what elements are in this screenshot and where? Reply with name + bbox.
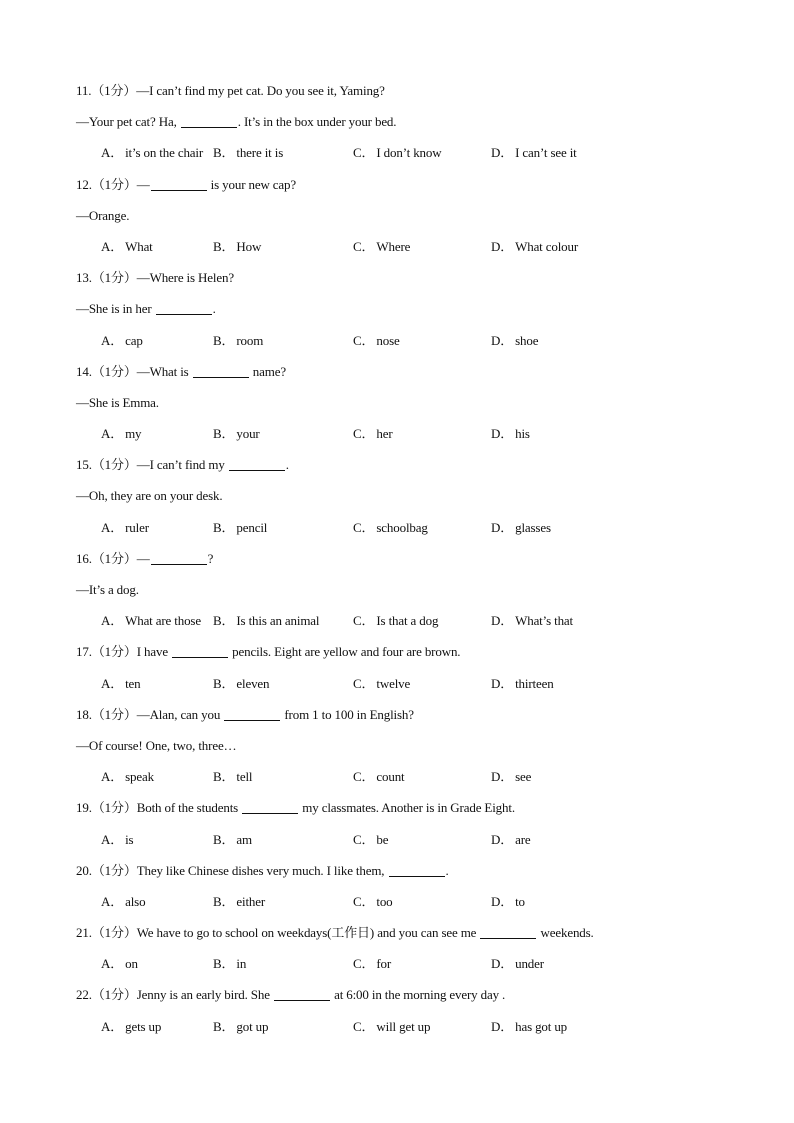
option-letter: A．: [101, 238, 124, 254]
option-letter: A．: [101, 956, 124, 972]
question-number: 21.: [76, 925, 92, 941]
question-number: 22.: [76, 987, 92, 1003]
answer-blank[interactable]: [151, 550, 207, 565]
question-score: （1分）: [91, 644, 137, 660]
option-c[interactable]: [353, 891, 393, 913]
question-dialogue-line: [76, 485, 736, 516]
question-number: 15.: [76, 457, 92, 473]
question-text: —Where is Helen?: [136, 270, 234, 286]
option-text: will get up: [376, 1018, 431, 1034]
option-letter: C．: [353, 675, 375, 691]
option-text: ruler: [125, 519, 149, 535]
question-stem: [76, 922, 736, 953]
question-score: （1分）: [91, 706, 137, 722]
question-text: —: [136, 176, 150, 192]
option-letter: A．: [101, 145, 124, 161]
question-stem: [76, 704, 736, 735]
option-b[interactable]: [213, 142, 283, 164]
question-score: （1分）: [91, 925, 137, 941]
question-text: at 6:00 in the morning every day .: [330, 987, 506, 1003]
question-text: —What is: [136, 363, 192, 379]
question-number: 19.: [76, 800, 92, 816]
question-dialogue-line: [76, 205, 736, 236]
option-b[interactable]: [213, 330, 263, 352]
answer-options: [76, 330, 736, 361]
option-b[interactable]: [213, 829, 252, 851]
option-letter: D．: [491, 956, 514, 972]
option-a[interactable]: [101, 330, 143, 352]
question-text: Jenny is an early bird. She: [136, 987, 273, 1003]
question-19: [76, 797, 736, 859]
option-text: tell: [236, 769, 253, 785]
question-text: —Orange.: [76, 207, 130, 223]
option-text: gets up: [125, 1018, 162, 1034]
option-b[interactable]: [213, 236, 261, 258]
question-text: —Of course! One, two, three…: [76, 737, 237, 753]
question-dialogue-line: [76, 298, 736, 329]
option-text: Where: [376, 238, 411, 254]
option-letter: C．: [353, 145, 375, 161]
answer-options: [76, 953, 736, 984]
question-20: [76, 860, 736, 922]
question-score: （1分）: [91, 363, 137, 379]
option-b[interactable]: [213, 423, 260, 445]
question-number: 13.: [76, 270, 92, 286]
question-text: is your new cap?: [207, 176, 296, 192]
question-stem: [76, 80, 736, 111]
option-letter: C．: [353, 831, 375, 847]
option-c[interactable]: [353, 423, 393, 445]
question-text: .: [285, 457, 289, 473]
option-text: there it is: [236, 145, 284, 161]
option-c[interactable]: [353, 673, 410, 695]
option-letter: B．: [213, 613, 235, 629]
option-b[interactable]: [213, 610, 319, 632]
option-text: I can’t see it: [515, 145, 577, 161]
question-16: [76, 548, 736, 642]
option-letter: D．: [491, 145, 514, 161]
option-text: room: [236, 332, 264, 348]
question-text: —Oh, they are on your desk.: [76, 488, 223, 504]
option-c[interactable]: [353, 330, 400, 352]
question-stem: [76, 548, 736, 579]
question-text: .: [212, 301, 216, 317]
option-text: for: [376, 956, 392, 972]
answer-blank[interactable]: [274, 986, 330, 1001]
option-d[interactable]: [491, 236, 578, 258]
question-dialogue-line: [76, 392, 736, 423]
question-text: We have to go to school on weekdays(工作日) and you can see me: [136, 925, 480, 941]
question-15: [76, 454, 736, 548]
option-d[interactable]: [491, 1016, 567, 1038]
option-c[interactable]: [353, 517, 428, 539]
question-stem: [76, 267, 736, 298]
option-a[interactable]: [101, 236, 153, 258]
option-text: under: [515, 956, 544, 972]
question-21: [76, 922, 736, 984]
option-text: glasses: [515, 519, 551, 535]
option-text: speak: [125, 769, 154, 785]
question-12: [76, 174, 736, 268]
question-text: —I can’t find my pet cat. Do you see it, Yaming?: [136, 83, 385, 98]
option-letter: D．: [491, 332, 514, 348]
option-c[interactable]: [353, 236, 410, 258]
option-text: see: [515, 769, 532, 785]
answer-blank[interactable]: [229, 456, 285, 471]
question-stem: [76, 174, 736, 205]
option-letter: B．: [213, 893, 235, 909]
option-text: cap: [125, 332, 143, 348]
option-b[interactable]: [213, 766, 252, 788]
question-score: （1分）: [91, 270, 137, 286]
option-text: thirteen: [515, 675, 554, 691]
question-text: .: [445, 862, 449, 878]
option-letter: A．: [101, 675, 124, 691]
option-letter: B．: [213, 956, 235, 972]
option-text: shoe: [515, 332, 539, 348]
option-b[interactable]: [213, 953, 246, 975]
option-a[interactable]: [101, 1016, 161, 1038]
option-letter: B．: [213, 769, 235, 785]
option-d[interactable]: [491, 673, 554, 695]
option-b[interactable]: [213, 891, 265, 913]
option-a[interactable]: [101, 142, 203, 164]
option-a[interactable]: [101, 829, 133, 851]
option-a[interactable]: [101, 610, 201, 632]
question-number: 17.: [76, 644, 92, 660]
question-text: —She is in her: [76, 301, 155, 317]
option-text: her: [376, 426, 393, 442]
question-stem: [76, 797, 736, 828]
answer-blank[interactable]: [224, 706, 280, 721]
option-text: twelve: [376, 675, 411, 691]
option-letter: B．: [213, 145, 235, 161]
question-text: . It’s in the box under your bed.: [237, 114, 397, 130]
question-17: [76, 641, 736, 703]
question-text: my classmates. Another is in Grade Eight.: [299, 800, 515, 816]
answer-options: [76, 891, 736, 922]
option-letter: D．: [491, 893, 514, 909]
option-letter: D．: [491, 426, 514, 442]
option-a[interactable]: [101, 766, 154, 788]
question-text: They like Chinese dishes very much. I like them,: [136, 862, 388, 878]
option-letter: C．: [353, 1018, 375, 1034]
option-text: to: [515, 893, 525, 909]
option-letter: D．: [491, 613, 514, 629]
question-22: [76, 984, 736, 1046]
question-number: 14.: [76, 363, 92, 379]
question-text: from 1 to 100 in English?: [281, 706, 414, 722]
option-text: my: [125, 426, 142, 442]
option-letter: A．: [101, 519, 124, 535]
option-b[interactable]: [213, 517, 267, 539]
question-11: [76, 80, 736, 174]
question-text: Both of the students: [136, 800, 242, 816]
option-b[interactable]: [213, 1016, 268, 1038]
option-d[interactable]: [491, 766, 531, 788]
question-text: I have: [136, 644, 172, 660]
option-text: What colour: [515, 238, 579, 254]
answer-options: [76, 829, 736, 860]
answer-options: [76, 142, 736, 173]
option-text: his: [515, 426, 530, 442]
option-letter: A．: [101, 831, 124, 847]
question-text: ?: [207, 550, 214, 566]
option-text: it’s on the chair: [125, 145, 204, 161]
question-number: 20.: [76, 862, 92, 878]
option-c[interactable]: [353, 766, 405, 788]
question-14: [76, 361, 736, 455]
question-stem: [76, 860, 736, 891]
question-text: —Your pet cat? Ha,: [76, 114, 180, 130]
answer-options: [76, 766, 736, 797]
question-text: —: [136, 550, 150, 566]
question-number: 16.: [76, 550, 92, 566]
question-score: （1分）: [91, 800, 137, 816]
option-letter: D．: [491, 675, 514, 691]
question-stem: [76, 984, 736, 1015]
option-text: What are those: [125, 613, 201, 629]
answer-blank[interactable]: [172, 643, 228, 658]
option-text: in: [236, 956, 247, 972]
option-text: too: [376, 893, 393, 909]
option-d[interactable]: [491, 330, 538, 352]
question-score: （1分）: [91, 176, 137, 192]
question-number: 18.: [76, 706, 92, 722]
option-d[interactable]: [491, 142, 577, 164]
question-score: （1分）: [91, 83, 137, 98]
option-text: What: [125, 238, 153, 254]
option-c[interactable]: [353, 610, 438, 632]
option-d[interactable]: [491, 953, 544, 975]
option-c[interactable]: [353, 953, 391, 975]
question-dialogue-line: [76, 111, 736, 142]
question-text: weekends.: [537, 925, 594, 941]
option-letter: D．: [491, 238, 514, 254]
option-a[interactable]: [101, 517, 149, 539]
option-text: Is that a dog: [376, 613, 439, 629]
option-letter: A．: [101, 893, 124, 909]
answer-options: [76, 236, 736, 267]
question-number: 12.: [76, 176, 92, 192]
option-letter: B．: [213, 332, 235, 348]
option-a[interactable]: [101, 953, 138, 975]
question-score: （1分）: [91, 987, 137, 1003]
question-text: —Alan, can you: [136, 706, 224, 722]
question-stem: [76, 641, 736, 672]
option-c[interactable]: [353, 1016, 430, 1038]
answer-options: [76, 517, 736, 548]
answer-blank[interactable]: [389, 862, 445, 877]
option-text: count: [376, 769, 405, 785]
question-text: —It’s a dog.: [76, 582, 139, 597]
option-letter: B．: [213, 675, 235, 691]
option-b[interactable]: [213, 673, 269, 695]
question-number: 11.: [76, 83, 92, 98]
question-dialogue-line: [76, 735, 736, 766]
option-letter: C．: [353, 893, 375, 909]
option-letter: C．: [353, 332, 375, 348]
question-text: —She is Emma.: [76, 394, 159, 410]
answer-blank[interactable]: [181, 113, 237, 128]
answer-blank[interactable]: [193, 363, 249, 378]
option-a[interactable]: [101, 891, 145, 913]
question-score: （1分）: [91, 550, 137, 566]
option-d[interactable]: [491, 423, 530, 445]
option-d[interactable]: [491, 829, 531, 851]
option-letter: A．: [101, 769, 124, 785]
option-text: How: [236, 238, 262, 254]
option-letter: A．: [101, 1018, 124, 1034]
option-text: Is this an animal: [236, 613, 320, 629]
option-text: pencil: [236, 519, 268, 535]
option-letter: C．: [353, 519, 375, 535]
option-text: I don’t know: [376, 145, 442, 161]
option-letter: D．: [491, 831, 514, 847]
option-letter: C．: [353, 426, 375, 442]
option-letter: B．: [213, 519, 235, 535]
answer-blank[interactable]: [480, 924, 536, 939]
option-text: schoolbag: [376, 519, 428, 535]
option-letter: B．: [213, 238, 235, 254]
question-dialogue-line: [76, 579, 736, 610]
option-text: are: [515, 831, 531, 847]
option-letter: C．: [353, 769, 375, 785]
question-13: [76, 267, 736, 361]
option-letter: B．: [213, 1018, 235, 1034]
option-text: also: [125, 893, 146, 909]
option-d[interactable]: [491, 610, 573, 632]
answer-blank[interactable]: [151, 176, 207, 191]
question-text: —I can’t find my: [136, 457, 228, 473]
question-stem: [76, 454, 736, 485]
answer-options: [76, 423, 736, 454]
question-text: pencils. Eight are yellow and four are brown.: [229, 644, 461, 660]
option-text: eleven: [236, 675, 270, 691]
option-letter: A．: [101, 613, 124, 629]
option-c[interactable]: [353, 829, 388, 851]
option-letter: B．: [213, 426, 235, 442]
option-c[interactable]: [353, 142, 442, 164]
answer-blank[interactable]: [242, 799, 298, 814]
question-stem: [76, 361, 736, 392]
question-score: （1分）: [91, 457, 137, 473]
answer-options: [76, 673, 736, 704]
option-d[interactable]: [491, 891, 525, 913]
option-text: be: [376, 831, 389, 847]
option-letter: A．: [101, 332, 124, 348]
option-text: am: [236, 831, 252, 847]
answer-blank[interactable]: [156, 300, 212, 315]
question-18: [76, 704, 736, 798]
option-letter: C．: [353, 956, 375, 972]
option-text: is: [125, 831, 134, 847]
option-text: What’s that: [515, 613, 574, 629]
option-text: your: [236, 426, 260, 442]
option-text: nose: [376, 332, 400, 348]
option-letter: C．: [353, 613, 375, 629]
option-d[interactable]: [491, 517, 551, 539]
option-letter: B．: [213, 831, 235, 847]
answer-options: [76, 610, 736, 641]
option-letter: C．: [353, 238, 375, 254]
option-letter: D．: [491, 769, 514, 785]
option-text: ten: [125, 675, 141, 691]
option-text: on: [125, 956, 138, 972]
option-a[interactable]: [101, 673, 141, 695]
option-letter: D．: [491, 519, 514, 535]
option-text: got up: [236, 1018, 269, 1034]
option-letter: D．: [491, 1018, 514, 1034]
option-text: has got up: [515, 1018, 568, 1034]
question-list: [76, 80, 736, 1047]
answer-options: [76, 1016, 736, 1047]
question-score: （1分）: [91, 862, 137, 878]
question-text: name?: [249, 363, 286, 379]
option-letter: A．: [101, 426, 124, 442]
option-text: either: [236, 893, 266, 909]
option-a[interactable]: [101, 423, 141, 445]
